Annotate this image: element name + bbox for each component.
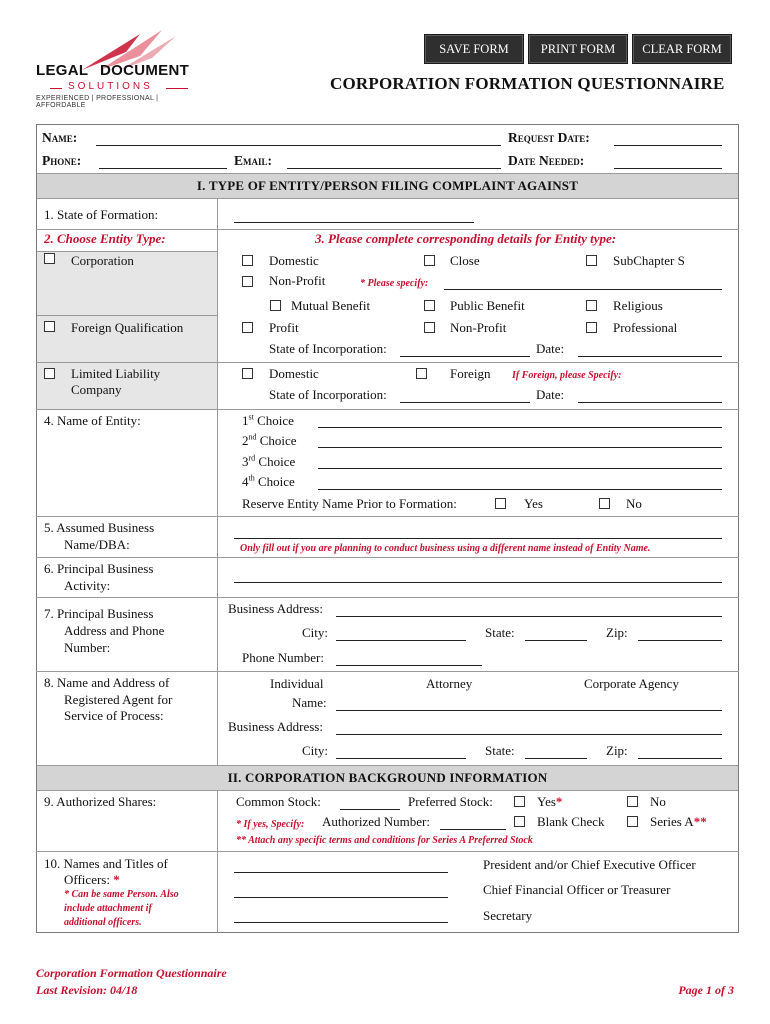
reserve-no-checkbox[interactable] bbox=[599, 498, 610, 509]
q8-name-label: Name: bbox=[292, 695, 327, 710]
choice-2-label: 2nd Choice bbox=[242, 432, 297, 448]
series-a-checkbox[interactable] bbox=[627, 816, 638, 827]
q8-zip-label: Zip: bbox=[606, 743, 628, 758]
q7-business-address-input[interactable] bbox=[336, 616, 722, 617]
foreign-state-inc-label: State of Incorporation: bbox=[269, 341, 387, 356]
choice-2-input[interactable] bbox=[318, 447, 722, 448]
officer-cfo-label: Chief Financial Officer or Treasurer bbox=[483, 882, 671, 897]
public-benefit-checkbox[interactable] bbox=[424, 300, 435, 311]
date-needed-input[interactable] bbox=[614, 168, 722, 169]
llc-label-line2: Company bbox=[71, 382, 122, 397]
q10-note-line2: include attachment if bbox=[64, 903, 152, 914]
email-label: Email: bbox=[234, 153, 272, 168]
footer-doc-title: Corporation Formation Questionnaire bbox=[36, 966, 227, 980]
q7-business-address-label: Business Address: bbox=[228, 601, 323, 616]
corporate-agency-option[interactable]: Corporate Agency bbox=[584, 676, 679, 691]
mutual-benefit-checkbox[interactable] bbox=[270, 300, 281, 311]
preferred-no-label: No bbox=[650, 794, 666, 809]
foreign-state-inc-input[interactable] bbox=[400, 356, 530, 357]
corporation-checkbox[interactable] bbox=[44, 253, 55, 264]
nonprofit-checkbox[interactable] bbox=[242, 276, 253, 287]
q7-state-input[interactable] bbox=[525, 640, 587, 641]
q7-zip-label: Zip: bbox=[606, 625, 628, 640]
reserve-yes-label: Yes bbox=[524, 496, 543, 511]
foreign-nonprofit-checkbox[interactable] bbox=[424, 322, 435, 333]
column-divider-2 bbox=[217, 790, 218, 933]
common-stock-input[interactable] bbox=[340, 809, 400, 810]
please-specify-note: * Please specify: bbox=[360, 278, 429, 289]
q9-label: 9. Authorized Shares: bbox=[44, 794, 157, 809]
religious-checkbox[interactable] bbox=[586, 300, 597, 311]
llc-domestic-label: Domestic bbox=[269, 366, 319, 381]
q10-label-line1: 10. Names and Titles of bbox=[44, 856, 168, 871]
q8-business-address-input[interactable] bbox=[336, 734, 722, 735]
q8-state-label: State: bbox=[485, 743, 515, 758]
q10-note-line1: * Can be same Person. Also bbox=[64, 889, 179, 900]
series-a-label: Series A** bbox=[650, 814, 707, 829]
officer-secretary-input[interactable] bbox=[234, 922, 448, 923]
llc-state-inc-input[interactable] bbox=[400, 402, 530, 403]
blank-check-label: Blank Check bbox=[537, 814, 605, 829]
q8-name-input[interactable] bbox=[336, 710, 722, 711]
officer-president-label: President and/or Chief Executive Officer bbox=[483, 857, 696, 872]
choice-3-label: 3rd Choice bbox=[242, 453, 296, 469]
state-of-formation-input[interactable] bbox=[234, 222, 474, 223]
print-form-button[interactable]: PRINT FORM bbox=[528, 34, 628, 64]
domestic-label: Domestic bbox=[269, 253, 319, 268]
subchapter-s-checkbox[interactable] bbox=[586, 255, 597, 266]
phone-input[interactable] bbox=[99, 168, 227, 169]
q7-label-line3: Number: bbox=[64, 640, 111, 655]
q7-label-line1: 7. Principal Business bbox=[44, 606, 154, 621]
domestic-checkbox[interactable] bbox=[242, 255, 253, 266]
q7-city-label: City: bbox=[302, 625, 329, 640]
llc-foreign-label: Foreign bbox=[450, 366, 491, 381]
name-label: Name: bbox=[42, 130, 78, 145]
request-date-input[interactable] bbox=[614, 145, 722, 146]
name-input[interactable] bbox=[96, 145, 501, 146]
q2-label: 2. Choose Entity Type: bbox=[44, 231, 166, 246]
preferred-yes-label: Yes* bbox=[537, 794, 563, 809]
corporation-label: Corporation bbox=[71, 253, 134, 268]
preferred-yes-checkbox[interactable] bbox=[514, 796, 525, 807]
public-benefit-label: Public Benefit bbox=[450, 298, 525, 313]
officer-cfo-input[interactable] bbox=[234, 897, 448, 898]
q8-label-line3: Service of Process: bbox=[64, 708, 164, 723]
if-yes-note: * If yes, Specify: bbox=[236, 819, 305, 830]
officer-secretary-label: Secretary bbox=[483, 908, 533, 923]
q5-label-line2: Name/DBA: bbox=[64, 537, 130, 552]
choice-4-label: 4th Choice bbox=[242, 473, 295, 489]
date-needed-label: Date Needed: bbox=[508, 153, 585, 168]
series-a-attach-note: ** Attach any specific terms and conditions for Series A Preferred Stock bbox=[236, 835, 533, 846]
mutual-benefit-label: Mutual Benefit bbox=[291, 298, 371, 313]
choice-3-input[interactable] bbox=[318, 468, 722, 469]
q8-state-input[interactable] bbox=[525, 758, 587, 759]
subchapter-s-label: SubChapter S bbox=[613, 253, 685, 268]
preferred-stock-label: Preferred Stock: bbox=[408, 794, 493, 809]
company-logo bbox=[36, 28, 196, 109]
llc-domestic-checkbox[interactable] bbox=[242, 368, 253, 379]
attorney-option[interactable]: Attorney bbox=[426, 676, 473, 691]
nonprofit-label: Non-Profit bbox=[269, 273, 326, 288]
phone-label: Phone: bbox=[42, 153, 82, 168]
common-stock-label: Common Stock: bbox=[236, 794, 321, 809]
q7-label-line2: Address and Phone bbox=[64, 623, 165, 638]
foreign-date-label: Date: bbox=[536, 341, 565, 356]
llc-checkbox[interactable] bbox=[44, 368, 55, 379]
foreign-date-input[interactable] bbox=[578, 356, 722, 357]
q4-label: 4. Name of Entity: bbox=[44, 413, 141, 428]
email-input[interactable] bbox=[287, 168, 501, 169]
section1-header: I. TYPE OF ENTITY/PERSON FILING COMPLAINT AGAINST bbox=[37, 173, 738, 199]
reserve-label: Reserve Entity Name Prior to Formation: bbox=[242, 496, 457, 511]
q1-label: 1. State of Formation: bbox=[44, 207, 159, 222]
nonprofit-specify-input[interactable] bbox=[444, 289, 722, 290]
choice-1-input[interactable] bbox=[318, 427, 722, 428]
llc-foreign-checkbox[interactable] bbox=[416, 368, 427, 379]
q8-zip-input[interactable] bbox=[638, 758, 722, 759]
q8-label-line1: 8. Name and Address of bbox=[44, 675, 170, 690]
request-date-label: Request Date: bbox=[508, 130, 590, 145]
close-label: Close bbox=[450, 253, 480, 268]
q8-city-label: City: bbox=[302, 743, 329, 758]
profit-label: Profit bbox=[269, 320, 299, 335]
llc-state-inc-label: State of Incorporation: bbox=[269, 387, 387, 402]
llc-date-label: Date: bbox=[536, 387, 565, 402]
professional-label: Professional bbox=[613, 320, 678, 335]
q6-label-line1: 6. Principal Business bbox=[44, 561, 154, 576]
q7-city-input[interactable] bbox=[336, 640, 466, 641]
q3-label: 3. Please complete corresponding details for Entity type: bbox=[315, 231, 617, 246]
q10-label-line2: Officers: * bbox=[64, 872, 120, 887]
individual-option[interactable]: Individual bbox=[270, 676, 324, 691]
officer-president-input[interactable] bbox=[234, 872, 448, 873]
q8-label-line2: Registered Agent for bbox=[64, 692, 173, 707]
q7-phone-label: Phone Number: bbox=[242, 650, 324, 665]
q6-label-line2: Activity: bbox=[64, 578, 111, 593]
q7-zip-input[interactable] bbox=[638, 640, 722, 641]
logo-tagline: EXPERIENCED | PROFESSIONAL | AFFORDABLE bbox=[36, 95, 159, 109]
close-checkbox[interactable] bbox=[424, 255, 435, 266]
business-activity-input[interactable] bbox=[234, 582, 722, 583]
logo-word-document: DOCUMENT bbox=[100, 62, 190, 79]
llc-date-input[interactable] bbox=[578, 402, 722, 403]
reserve-no-label: No bbox=[626, 496, 642, 511]
q7-state-label: State: bbox=[485, 625, 515, 640]
foreign-qualification-checkbox[interactable] bbox=[44, 321, 55, 332]
preferred-no-checkbox[interactable] bbox=[627, 796, 638, 807]
q5-label-line1: 5. Assumed Business bbox=[44, 520, 155, 535]
religious-label: Religious bbox=[613, 298, 663, 313]
q10-note-line3: additional officers. bbox=[64, 917, 142, 928]
choice-1-label: 1st Choice bbox=[242, 412, 294, 428]
logo-word-legal: LEGAL bbox=[36, 62, 89, 79]
q8-city-input[interactable] bbox=[336, 758, 466, 759]
footer-page-number: Page 1 of 3 bbox=[678, 983, 734, 997]
blank-check-checkbox[interactable] bbox=[514, 816, 525, 827]
page-title: CORPORATION FORMATION QUESTIONNAIRE bbox=[330, 74, 725, 93]
foreign-qualification-label: Foreign Qualification bbox=[71, 320, 184, 335]
llc-foreign-note: If Foreign, please Specify: bbox=[512, 370, 622, 381]
save-form-button[interactable]: SAVE FORM bbox=[424, 34, 524, 64]
professional-checkbox[interactable] bbox=[586, 322, 597, 333]
llc-label-line1: Limited Liability bbox=[71, 366, 161, 381]
logo-solutions: SOLUTIONS bbox=[68, 81, 153, 92]
foreign-nonprofit-label: Non-Profit bbox=[450, 320, 507, 335]
footer-revision: Last Revision: 04/18 bbox=[36, 983, 138, 997]
reserve-yes-checkbox[interactable] bbox=[495, 498, 506, 509]
authorized-number-input[interactable] bbox=[440, 829, 506, 830]
q8-business-address-label: Business Address: bbox=[228, 719, 323, 734]
authorized-number-label: Authorized Number: bbox=[322, 814, 430, 829]
column-divider bbox=[217, 198, 218, 765]
clear-form-button[interactable]: CLEAR FORM bbox=[632, 34, 732, 64]
section2-header: II. CORPORATION BACKGROUND INFORMATION bbox=[37, 765, 738, 791]
q7-phone-input[interactable] bbox=[336, 665, 482, 666]
choice-4-input[interactable] bbox=[318, 489, 722, 490]
dba-note: Only fill out if you are planning to conduct business using a different name instead of Entity Name. bbox=[240, 543, 651, 554]
dba-input[interactable] bbox=[234, 538, 722, 539]
profit-checkbox[interactable] bbox=[242, 322, 253, 333]
